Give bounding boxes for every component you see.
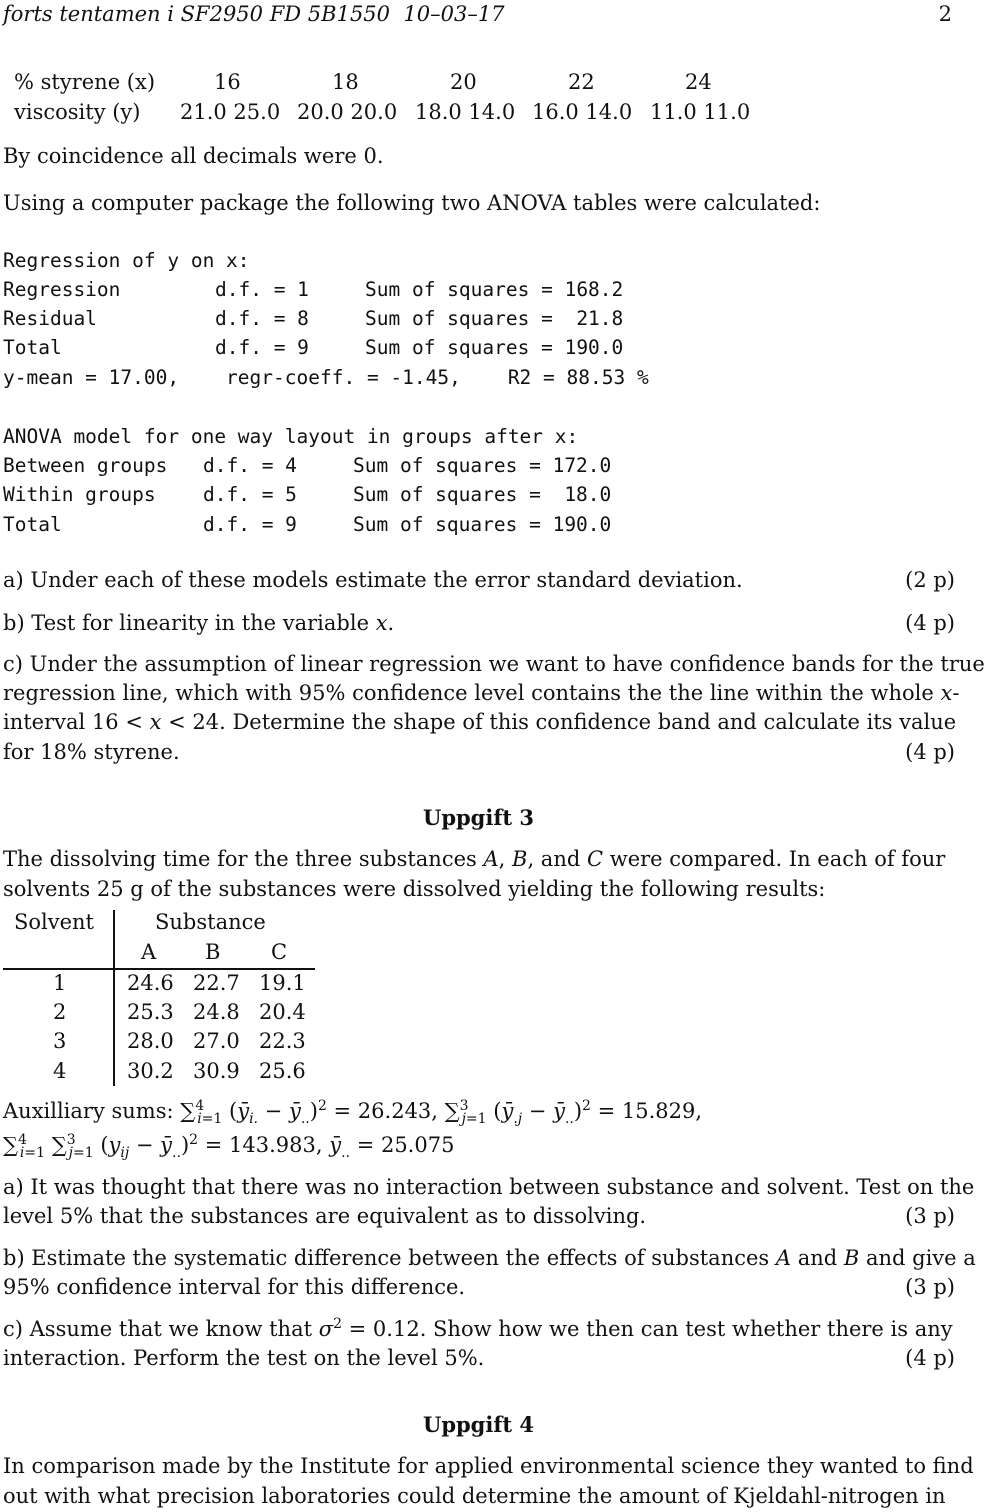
- points-3a: (3 p): [905, 1204, 955, 1228]
- page-number: 2: [938, 2, 952, 26]
- question-2c-line4: for 18% styrene.: [3, 740, 180, 764]
- anova1-ss: Sum of squares = 21.8: [365, 307, 624, 330]
- uppgift4-line1: In comparison made by the Institute for applied environmental science they wanted to find: [3, 1454, 974, 1478]
- anova1-title: Regression of y on x:: [3, 249, 250, 272]
- sub-header-c: C: [271, 940, 288, 964]
- sum-icon: ∑: [3, 1133, 18, 1157]
- y-pair: 11.0 11.0: [650, 100, 751, 124]
- points-2a: (2 p): [905, 568, 955, 592]
- x-value: 20: [450, 70, 477, 94]
- question-2c-line3: interval 16 < x < 24. Determine the shape of this confidence band and calculate its value: [3, 710, 957, 734]
- y-pair: 21.0 25.0: [180, 100, 281, 124]
- solvent-cell: 3: [53, 1029, 67, 1053]
- value-cell: 22.3: [259, 1029, 306, 1053]
- x-row-label: % styrene (x): [14, 70, 156, 94]
- y-pair: 16.0 14.0: [532, 100, 633, 124]
- anova2-label: Within groups: [3, 483, 156, 506]
- anova2-label: Between groups: [3, 454, 168, 477]
- sum-icon: ∑: [444, 1099, 460, 1123]
- anova2-df: d.f. = 5: [203, 483, 297, 506]
- value-cell: 30.2: [127, 1059, 174, 1083]
- anova2-ss: Sum of squares = 190.0: [353, 513, 612, 536]
- uppgift3-intro-line2: solvents 25 g of the substances were dissolved yielding the following results:: [3, 877, 826, 901]
- value-cell: 25.6: [259, 1059, 306, 1083]
- value-cell: 24.6: [127, 971, 174, 995]
- question-3c-line2: interaction. Perform the test on the level 5%.: [3, 1346, 485, 1370]
- table-rule: [3, 968, 315, 970]
- solvent-cell: 4: [53, 1059, 67, 1083]
- points-3c: (4 p): [905, 1346, 955, 1370]
- uppgift3-heading: Uppgift 3: [423, 805, 534, 830]
- solvent-cell: 1: [53, 971, 67, 995]
- x-value: 24: [685, 70, 712, 94]
- points-2c: (4 p): [905, 740, 955, 764]
- uppgift4-line2: out with what precision laboratories could determine the amount of Kjeldahl-nitrogen in: [3, 1484, 946, 1508]
- aux-sums-line1: Auxilliary sums: ∑$^4_{i=1}$ ($ȳ_{i.}$ − $ȳ_{..})^2 = 26.243$, ∑$^3_{j=1}$ ($ȳ_{.j}$ − $ȳ_{..})^2 = 15.829$,: [3, 1098, 703, 1127]
- anova1-label: Regression: [3, 278, 121, 301]
- value-cell: 22.7: [193, 971, 240, 995]
- aux-sums-line2: ∑$^4_{i=1}$ ∑$^3_{j=1}$ ($y_{ij}$ − $ȳ_{..})^2 = 143.983$, $ȳ_{..} = 25.075$: [3, 1132, 455, 1161]
- anova1-ss: Sum of squares = 168.2: [365, 278, 624, 301]
- running-header: forts tentamen i SF2950 FD 5B1550 10–03–17: [3, 2, 505, 26]
- anova1-df: d.f. = 1: [215, 278, 309, 301]
- question-2c-line2: regression line, which with 95% confidence level contains the the line within the whole x-: [3, 681, 960, 705]
- question-3b-line1: b) Estimate the systematic difference between the effects of substances A and B and give a: [3, 1246, 976, 1270]
- anova1-label: Residual: [3, 307, 97, 330]
- sum-icon: ∑: [180, 1099, 196, 1123]
- value-cell: 28.0: [127, 1029, 174, 1053]
- question-2a: a) Under each of these models estimate the error standard deviation.: [3, 568, 743, 592]
- question-3a-line1: a) It was thought that there was no interaction between substance and solvent. Test on the: [3, 1175, 975, 1199]
- y-row-label: viscosity (y): [14, 100, 141, 124]
- anova2-label: Total: [3, 513, 62, 536]
- points-2b: (4 p): [905, 611, 955, 635]
- anova1-df: d.f. = 8: [215, 307, 309, 330]
- anova2-ss: Sum of squares = 18.0: [353, 483, 612, 506]
- sub-header-b: B: [205, 940, 221, 964]
- anova1-summary: y-mean = 17.00, regr-coeff. = -1.45, R2 = 88.53 %: [3, 366, 649, 389]
- col-solvent: Solvent: [14, 910, 95, 934]
- question-3c-line1: c) Assume that we know that $\sigma^2 = 0.12$. Show how we then can test whether there is any: [3, 1316, 953, 1341]
- uppgift4-heading: Uppgift 4: [423, 1412, 534, 1437]
- anova1-ss: Sum of squares = 190.0: [365, 336, 624, 359]
- value-cell: 19.1: [259, 971, 306, 995]
- table-vertical-rule: [113, 910, 115, 1086]
- x-value: 22: [568, 70, 595, 94]
- x-value: 16: [214, 70, 241, 94]
- value-cell: 30.9: [193, 1059, 240, 1083]
- question-3a-line2: level 5% that the substances are equivalent as to dissolving.: [3, 1204, 647, 1228]
- value-cell: 27.0: [193, 1029, 240, 1053]
- anova1-label: Total: [3, 336, 62, 359]
- question-3b-line2: 95% confidence interval for this difference.: [3, 1275, 466, 1299]
- value-cell: 20.4: [259, 1000, 306, 1024]
- sum-icon: ∑: [51, 1133, 67, 1157]
- x-value: 18: [332, 70, 359, 94]
- y-pair: 18.0 14.0: [415, 100, 516, 124]
- anova2-df: d.f. = 4: [203, 454, 297, 477]
- value-cell: 25.3: [127, 1000, 174, 1024]
- question-2b: b) Test for linearity in the variable x.: [3, 611, 395, 635]
- question-2c-line1: c) Under the assumption of linear regression we want to have confidence bands for the true: [3, 652, 985, 676]
- coincidence-text: By coincidence all decimals were 0.: [3, 144, 384, 168]
- solvent-cell: 2: [53, 1000, 67, 1024]
- points-3b: (3 p): [905, 1275, 955, 1299]
- uppgift3-intro-line1: The dissolving time for the three substances A, B, and C were compared. In each of four: [3, 847, 946, 871]
- y-pair: 20.0 20.0: [297, 100, 398, 124]
- anova2-title: ANOVA model for one way layout in groups after x:: [3, 425, 579, 448]
- value-cell: 24.8: [193, 1000, 240, 1024]
- anova2-df: d.f. = 9: [203, 513, 297, 536]
- anova2-ss: Sum of squares = 172.0: [353, 454, 612, 477]
- sub-header-a: A: [141, 940, 157, 964]
- col-substance: Substance: [155, 910, 266, 934]
- anova1-df: d.f. = 9: [215, 336, 309, 359]
- anova-intro: Using a computer package the following two ANOVA tables were calculated:: [3, 191, 821, 215]
